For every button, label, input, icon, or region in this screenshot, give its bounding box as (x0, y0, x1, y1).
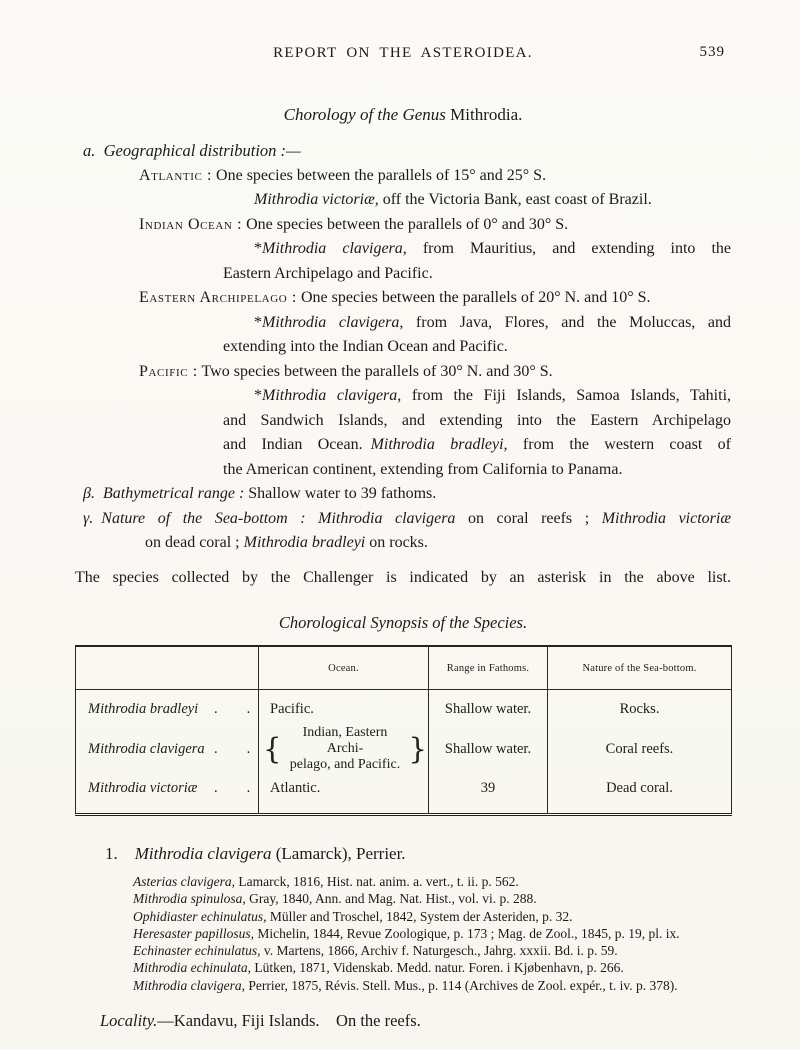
ocean-entry-eastern-archipelago (75, 286, 731, 360)
leader-dots: . . (214, 780, 251, 796)
species-distribution-line: and Indian Ocean. Mithrodia bradleyi, from the western coast of (223, 436, 731, 453)
species-distribution-line: *Mithrodia clavigera, from the Fiji Islands, Samoa Islands, Tahiti, (254, 387, 732, 404)
species-name-cell (76, 774, 259, 815)
species-column-header (76, 646, 259, 690)
ocean-cell: Pacific. (259, 690, 429, 725)
species-distribution-line: Mithrodia victoriæ, off the Victoria Bank, east coast of Brazil. (254, 191, 652, 208)
ocean-cell: Atlantic. (259, 774, 429, 815)
table-title: Chorological Synopsis of the Species. (278, 613, 528, 632)
left-curly-brace: { (263, 731, 282, 766)
ocean-entry-indian-ocean (75, 213, 731, 287)
range-cell: Shallow water. (429, 724, 548, 774)
page-header (75, 44, 731, 64)
synonymy-entry: Asterias clavigera, Lamarck, 1816, Hist. nat. anim. a. vert., t. ii. p. 562. (133, 874, 519, 889)
synopsis-table (75, 645, 732, 816)
ocean-distribution-line: Indian Ocean : One species between the parallels of 0° and 30° S. (139, 215, 569, 233)
bottom-cell: Rocks. (548, 690, 732, 725)
geographical-entries (75, 164, 731, 591)
species-name-cell (76, 690, 259, 725)
table-header-row (76, 646, 732, 690)
chapter-title: Chorology of the Genus Mithrodia. (283, 105, 523, 124)
ocean-distribution-line: Eastern Archipelago : One species between the parallels of 20° N. and 10° S. (139, 289, 651, 306)
challenger-note: The species collected by the Challenger is indicated by an asterisk in the above list. (75, 568, 731, 586)
species-heading: 1. Mithrodia clavigera (Lamarck), Perrier. (105, 844, 406, 863)
ocean-distribution-line: Pacific : Two species between the parallels of 30° N. and 30° S. (139, 362, 553, 380)
synonymy-list (133, 873, 731, 994)
species-name: Mithrodia victoriæ (88, 780, 198, 796)
range-column-header: Range in Fathoms. (429, 646, 548, 690)
synonymy-entry: Mithrodia clavigera, Perrier, 1875, Révis. Stell. Mus., p. 114 (Archives de Zool. expér., t. iv. p. 378). (133, 977, 678, 993)
species-distribution-line: the American continent, extending from California to Panama. (223, 460, 623, 478)
range-cell: Shallow water. (429, 690, 548, 725)
ocean-cell (259, 724, 429, 774)
ocean-distribution-line: Atlantic : One species between the parallels of 15° and 25° S. (139, 166, 547, 184)
braced-ocean-group (263, 725, 427, 773)
sea-bottom-line: γ. Nature of the Sea-bottom : Mithrodia clavigera on coral reefs ; Mithrodia victoriæ on dead coral ; Mithrodia bradleyi on rocks. (83, 509, 732, 551)
table-row (76, 724, 732, 774)
table-row (76, 690, 732, 725)
running-head-title: REPORT ON THE ASTEROIDEA. (273, 45, 533, 61)
bottom-cell: Dead coral. (548, 774, 732, 815)
ocean-cell-lines: Indian, Eastern Archi- pelago, and Pacific. (289, 725, 401, 772)
right-curly-brace: } (408, 731, 427, 766)
table-row (76, 774, 732, 815)
ocean-entry-atlantic (75, 164, 731, 213)
species-name: Mithrodia bradleyi (88, 701, 199, 717)
locality-line: Locality.—Kandavu, Fiji Islands. On the reefs. (100, 1011, 421, 1031)
species-name: Mithrodia clavigera (88, 740, 205, 757)
synonymy-entry: Echinaster echinulatus, v. Martens, 1866, Archiv f. Naturgesch., Jahrg. xxxii. Bd. i. p. 59. (133, 943, 618, 959)
species-distribution-line: *Mithrodia clavigera, from Mauritius, and extending into the (254, 240, 731, 257)
range-cell: 39 (429, 774, 548, 815)
geographical-distribution-heading: a. Geographical distribution :— (83, 141, 301, 160)
synonymy-entry: Mithrodia echinulata, Lütken, 1871, Videnskab. Medd. natur. Foren. i Kjøbenhavn, p. 266. (133, 960, 624, 976)
leader-dots: . . (214, 701, 251, 717)
page-number: 539 (699, 44, 725, 60)
species-distribution-line: Eastern Archipelago and Pacific. (223, 264, 433, 282)
bathymetrical-range-line: β. Bathymetrical range : Shallow water to 39 fathoms. (83, 485, 437, 502)
synonymy-entry: Mithrodia spinulosa, Gray, 1840, Ann. and Mag. Nat. Hist., vol. vi. p. 288. (133, 891, 537, 907)
synonymy-entry: Ophidiaster echinulatus, Müller and Troschel, 1842, System der Asteriden, p. 32. (133, 908, 573, 924)
species-distribution-line: *Mithrodia clavigera, from Java, Flores, and the Moluccas, and (254, 313, 732, 331)
bottom-cell: Coral reefs. (548, 724, 732, 774)
species-name-cell (76, 724, 259, 774)
species-distribution-line: and Sandwich Islands, and extending into the Eastern Archipelago (223, 411, 731, 429)
ocean-column-header: Ocean. (259, 646, 429, 690)
ocean-entry-pacific (75, 360, 731, 483)
species-distribution-line: extending into the Indian Ocean and Pacific. (223, 338, 508, 355)
synonymy-entry: Heresaster papillosus, Michelin, 1844, Revue Zoologique, p. 173 ; Mag. de Zool., 1845, p. 19, pl. ix. (133, 925, 680, 941)
bottom-column-header: Nature of the Sea-bottom. (548, 646, 732, 690)
leader-dots: . . (214, 740, 251, 757)
